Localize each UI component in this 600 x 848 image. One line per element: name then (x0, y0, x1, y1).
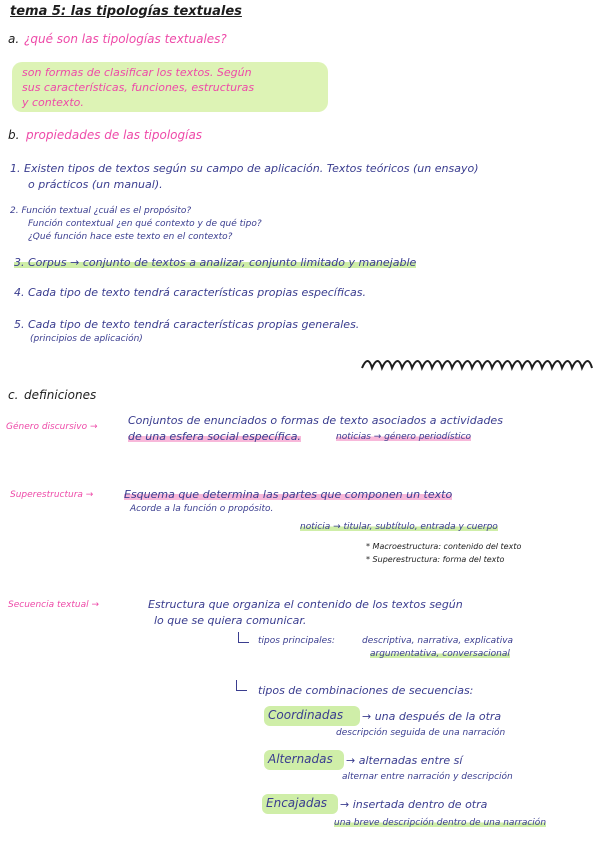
alternadas-term: Alternadas (268, 752, 333, 766)
superestructura-note: * Superestructura: forma del texto (366, 555, 505, 564)
item-1-line-2: o prácticos (un manual). (28, 178, 163, 191)
superestructura-example: noticia → titular, subtítulo, entrada y cuerpo (300, 522, 498, 532)
macroestructura-note: * Macroestructura: contenido del texto (366, 542, 522, 551)
tipos-line-1: descriptiva, narrativa, explicativa (362, 636, 514, 646)
section-b-heading: propiedades de las tipologías (26, 128, 203, 142)
sub-arrow-icon (236, 680, 247, 691)
secuencia-line-1: Estructura que organiza el contenido de los textos según (148, 598, 463, 611)
item-4: 4. Cada tipo de texto tendrá características propias específicas. (14, 286, 366, 299)
coordinadas-term: Coordinadas (268, 708, 344, 722)
section-a-label: a. (8, 32, 20, 46)
section-b-label: b. (8, 128, 20, 142)
item-1-line-1: 1. Existen tipos de textos según su campo de aplicación. Textos teóricos (un ensayo) (10, 162, 479, 175)
superestructura-line-2: Acorde a la función o propósito. (130, 504, 274, 514)
item-3: 3. Corpus → conjunto de textos a analizar, conjunto limitado y manejable (14, 256, 417, 269)
genero-term: Género discursivo → (6, 422, 98, 432)
item-2-line-1: 2. Función textual ¿cuál es el propósito? (10, 206, 192, 216)
alternadas-example: alternar entre narración y descripción (342, 772, 513, 782)
item-5-line-2: (principios de aplicación) (30, 334, 143, 344)
encajadas-example: una breve descripción dentro de una narración (334, 818, 547, 828)
superestructura-term: Superestructura → (10, 490, 94, 500)
answer-line-3: y contexto. (22, 96, 84, 109)
section-c-label: c. (8, 388, 19, 402)
item-2-line-3: ¿Qué función hace este texto en el contexto? (28, 232, 233, 242)
section-a-heading: ¿qué son las tipologías textuales? (24, 32, 227, 46)
combinaciones-label: tipos de combinaciones de secuencias: (258, 684, 474, 697)
tipos-label: tipos principales: (258, 636, 335, 646)
coordinadas-def: → una después de la otra (362, 710, 502, 723)
answer-line-1: son formas de clasificar los textos. Según (22, 66, 252, 79)
page-title: tema 5: las tipologías textuales (10, 4, 242, 19)
genero-example: noticias → género periodístico (336, 432, 472, 442)
alternadas-def: → alternadas entre sí (346, 754, 463, 767)
answer-line-2: sus características, funciones, estructuras (22, 81, 255, 94)
sub-arrow-icon (238, 632, 249, 643)
encajadas-def: → insertada dentro de otra (340, 798, 488, 811)
secuencia-term: Secuencia textual → (8, 600, 100, 610)
secuencia-line-2: lo que se quiera comunicar. (154, 614, 307, 627)
section-c-heading: definiciones (24, 388, 97, 402)
item-2-line-2: Función contextual ¿en qué contexto y de qué tipo? (28, 219, 262, 229)
scribble-doodle (360, 354, 596, 376)
superestructura-line-1: Esquema que determina las partes que componen un texto (124, 488, 453, 501)
coordinadas-example: descripción seguida de una narración (336, 728, 506, 738)
item-5-line-1: 5. Cada tipo de texto tendrá características propias generales. (14, 318, 360, 331)
encajadas-term: Encajadas (266, 796, 328, 810)
tipos-line-2: argumentativa, conversacional (370, 649, 510, 659)
genero-line-2: de una esfera social específica. (128, 430, 301, 443)
genero-line-1: Conjuntos de enunciados o formas de texto asociados a actividades (128, 414, 503, 427)
